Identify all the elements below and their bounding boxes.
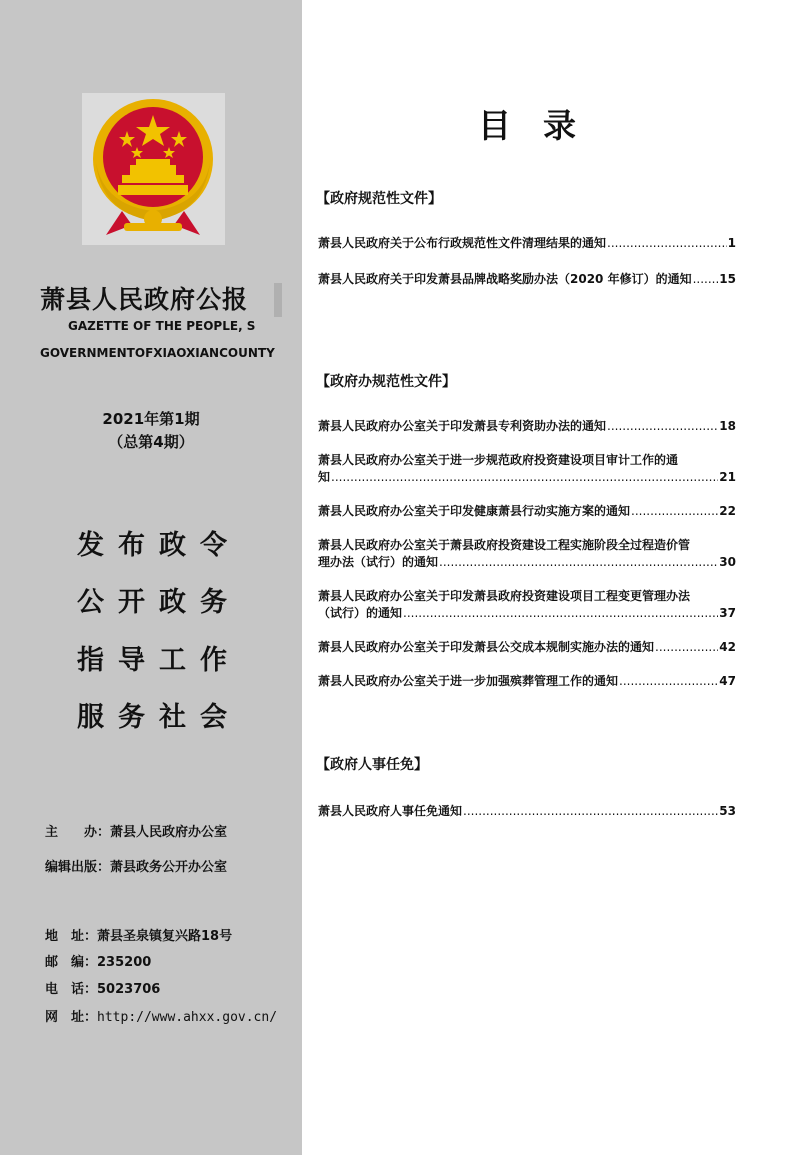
editor-value: 萧县政务公开办公室 <box>110 860 228 875</box>
slogan: 发布政令 <box>77 530 241 561</box>
toc-entry-title: 萧县人民政府办公室关于萧县政府投资建设工程实施阶段全过程造价管 <box>318 538 691 552</box>
postcode-value: 235200 <box>97 955 152 970</box>
toc-entry-title: 萧县人民政府办公室关于进一步加强殡葬管理工作的通知 <box>318 674 619 688</box>
toc-entry[interactable] <box>318 639 736 656</box>
section-heading: 【政府人事任免】 <box>316 757 428 773</box>
toc-leader <box>693 271 719 288</box>
toc-page-number: 18 <box>719 419 736 433</box>
english-title-line2: GOVERNMENTOFXIAOXIANCOUNTY <box>40 346 275 360</box>
toc-page-number: 30 <box>719 555 736 569</box>
issue-number: 2021年第1期 <box>102 410 200 428</box>
toc-entry-title: 萧县人民政府关于印发萧县品牌战略奖励办法（2020 年修订）的通知 <box>318 272 692 286</box>
toc-entry-title-cont: （试行）的通知 <box>318 606 403 620</box>
toc-entry-title: 萧县人民政府办公室关于印发健康萧县行动实施方案的通知 <box>318 504 631 518</box>
toc-entry-title: 萧县人民政府关于公布行政规范性文件清理结果的通知 <box>318 236 607 250</box>
toc-entry-title-cont: 知 <box>318 470 331 484</box>
toc-entry[interactable] <box>318 452 736 486</box>
toc-leader <box>463 803 718 820</box>
toc-entry[interactable] <box>318 235 736 252</box>
national-emblem-icon <box>82 93 225 245</box>
toc-leader <box>403 605 718 622</box>
issue-total: （总第4期） <box>108 433 194 451</box>
slogan: 指导工作 <box>77 645 241 676</box>
website-label: 网 址： <box>45 1010 98 1025</box>
address-info <box>45 925 232 944</box>
toc-entry-title: 萧县人民政府办公室关于进一步规范政府投资建设项目审计工作的通 <box>318 453 679 467</box>
toc-leader <box>607 418 718 435</box>
toc-entry-title: 萧县人民政府办公室关于印发萧县政府投资建设项目工程变更管理办法 <box>318 589 691 603</box>
toc-entry-title: 萧县人民政府办公室关于印发萧县专利资助办法的通知 <box>318 419 607 433</box>
toc-page-number: 37 <box>719 606 736 620</box>
section-heading: 【政府办规范性文件】 <box>316 374 456 390</box>
toc-entry[interactable] <box>318 537 736 571</box>
editor-label: 编辑出版： <box>45 860 111 875</box>
toc-page-number: 21 <box>719 470 736 484</box>
toc-entry[interactable] <box>318 271 736 288</box>
toc-page-number: 1 <box>727 236 736 250</box>
address-value: 萧县圣泉镇复兴路18号 <box>97 929 233 944</box>
toc-page-number: 47 <box>719 674 736 688</box>
english-title-line1: GAZETTE OF THE PEOPLE, S <box>68 319 256 333</box>
section-heading: 【政府规范性文件】 <box>316 191 442 207</box>
cover-sidebar <box>0 0 302 1155</box>
phone-value: 5023706 <box>97 982 161 997</box>
toc-entry[interactable] <box>318 673 736 690</box>
gazette-title: 萧县人民政府公报 <box>40 283 282 317</box>
toc-entry-title: 萧县人民政府办公室关于印发萧县公交成本规制实施办法的通知 <box>318 640 655 654</box>
toc-leader <box>439 554 718 571</box>
toc-entry[interactable] <box>318 803 736 820</box>
toc-entry-title-cont: 理办法（试行）的通知 <box>318 555 439 569</box>
sponsor-label: 主 办： <box>45 825 111 840</box>
toc-entry[interactable] <box>318 588 736 622</box>
toc-entry[interactable] <box>318 503 736 520</box>
toc-leader <box>619 673 718 690</box>
address-label: 地 址： <box>45 929 98 944</box>
toc-leader <box>607 235 727 252</box>
toc-entry[interactable] <box>318 418 736 435</box>
phone-label: 电 话： <box>45 982 98 997</box>
editor-info <box>45 856 227 875</box>
website-link[interactable]: http://www.ahxx.gov.cn/ <box>97 1010 278 1025</box>
toc-page-number: 15 <box>719 272 736 286</box>
toc-leader <box>655 639 718 656</box>
postcode-info <box>45 951 151 970</box>
toc-entry-title: 萧县人民政府人事任免通知 <box>318 804 463 818</box>
toc-title: 目录 <box>478 106 608 145</box>
toc-page-number: 53 <box>719 804 736 818</box>
phone-info <box>45 978 160 997</box>
sponsor-value: 萧县人民政府办公室 <box>110 825 228 840</box>
slogan: 公开政务 <box>77 587 241 618</box>
slogan: 服务社会 <box>77 702 241 733</box>
toc-leader <box>331 469 718 486</box>
sponsor-info <box>45 821 227 840</box>
toc-page-number: 42 <box>719 640 736 654</box>
website-info <box>45 1006 277 1025</box>
toc-page-number: 22 <box>719 504 736 518</box>
postcode-label: 邮 编： <box>45 955 98 970</box>
toc-leader <box>631 503 718 520</box>
